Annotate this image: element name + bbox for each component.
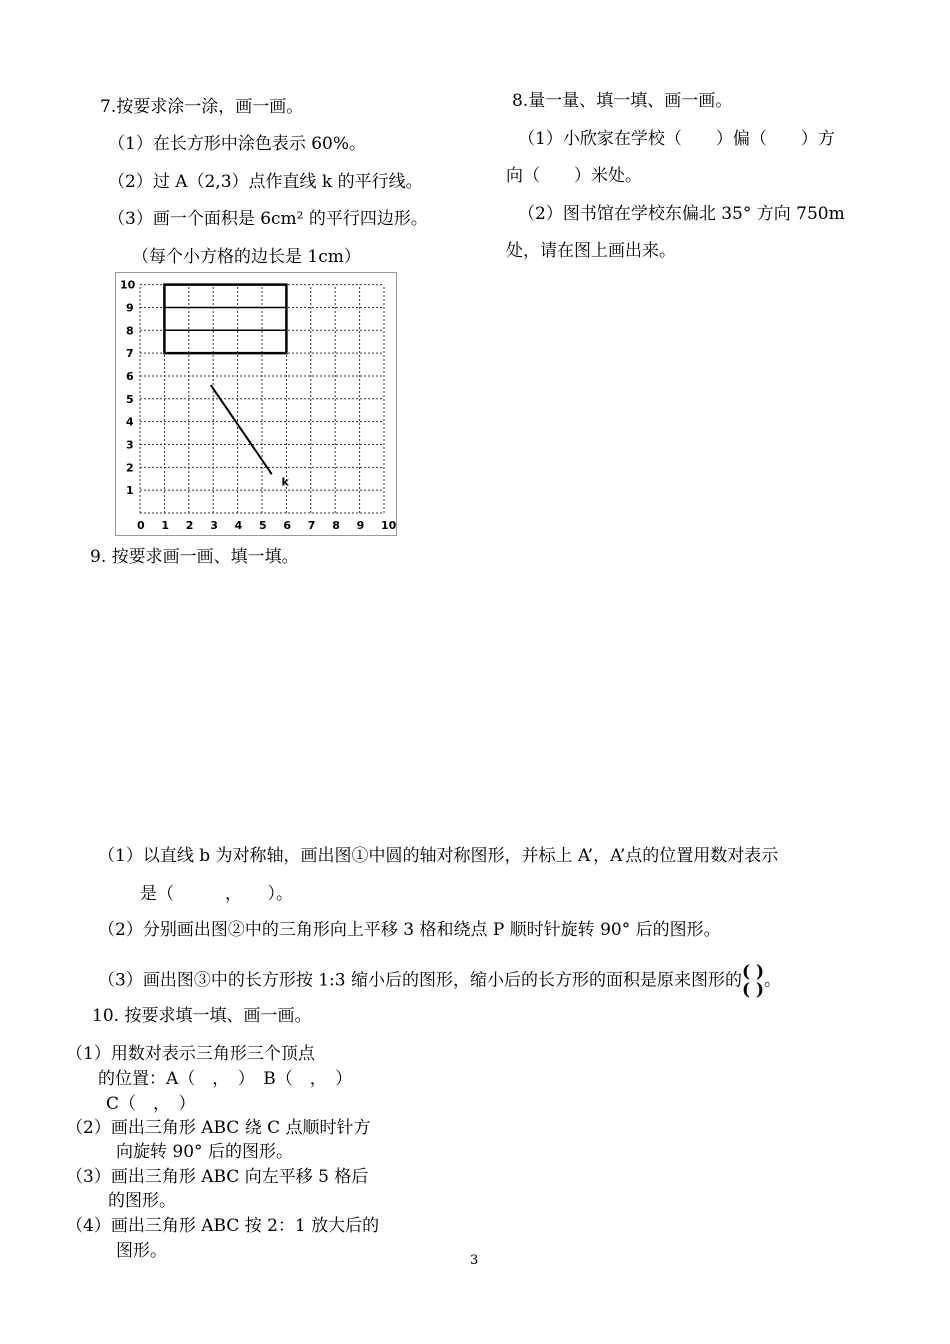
q8-title: 8.量一量、填一填、画一画。	[512, 91, 733, 111]
q7-item-1: （1）在长方形中涂色表示 60%。	[108, 134, 367, 154]
q8-item-1-line-1: （1）小欣家在学校（ ）偏（ ）方	[518, 129, 835, 149]
q9-item-3-end: 。	[764, 970, 781, 991]
q7-item-3: （3）画一个面积是 6cm² 的平行四边形。	[108, 209, 428, 229]
q9-item-3	[98, 963, 781, 999]
q8-item-2-line-1: （2）图书馆在学校东偏北 35° 方向 750m	[518, 204, 845, 224]
q10-item-1-line-2: 的位置：A（ ， ） B（ ， ）	[98, 1069, 353, 1089]
q10-item-1-line-1: （1）用数对表示三角形三个顶点	[66, 1044, 315, 1064]
q10-title: 10. 按要求填一填、画一画。	[92, 1006, 312, 1026]
page-number: 3	[470, 1253, 479, 1268]
x-tick-label: 4	[234, 519, 243, 532]
q9-title: 9. 按要求画一画、填一填。	[90, 547, 299, 567]
y-tick-label: 9	[126, 301, 134, 315]
y-tick-label: 6	[126, 369, 134, 383]
q10-item-3-line-2: 的图形。	[108, 1191, 176, 1211]
q10-item-2-line-2: 向旋转 90° 后的图形。	[116, 1142, 293, 1162]
y-tick-label: 8	[126, 324, 134, 338]
x-tick-label: 9	[356, 519, 365, 532]
q10-item-4-line-2: 图形。	[116, 1241, 167, 1261]
y-tick-label: 4	[126, 415, 134, 429]
x-tick-label: 0	[137, 519, 145, 532]
y-tick-label: 5	[126, 392, 134, 406]
y-tick-label: 3	[126, 438, 134, 452]
q10-item-2-line-1: （2）画出三角形 ABC 绕 C 点顺时针方	[66, 1118, 371, 1138]
q7-title: 7.按要求涂一涂，画一画。	[100, 97, 304, 117]
q7-item-2: （2）过 A（2,3）点作直线 k 的平行线。	[108, 172, 423, 192]
coordinate-grid	[116, 273, 396, 535]
q8-item-2-line-2: 处，请在图上画出来。	[506, 241, 676, 261]
x-tick-label: 8	[332, 519, 340, 532]
q10-item-3-line-1: （3）画出三角形 ABC 向左平移 5 格后	[66, 1167, 369, 1187]
y-tick-label: 1	[126, 484, 134, 498]
q10-item-1-line-3: C（ ， ）	[106, 1094, 196, 1114]
x-tick-label: 7	[307, 519, 316, 532]
fraction-numerator: ( )	[741, 962, 764, 982]
rectangle-shape	[164, 285, 286, 354]
x-tick-label: 1	[161, 519, 170, 532]
q8-item-1-line-2: 向（ ）米处。	[506, 166, 642, 186]
x-tick-label: 5	[259, 519, 267, 532]
q9-item-1-line-2: 是（ ， ）。	[140, 884, 293, 904]
q7-grid-note: （每个小方格的边长是 1cm）	[132, 247, 361, 267]
x-tick-label: 10	[381, 519, 396, 532]
x-tick-label: 6	[283, 519, 292, 532]
q9-item-3-text: （3）画出图③中的长方形按 1:3 缩小后的图形，缩小后的长方形的面积是原来图形的	[98, 970, 742, 991]
q9-item-1-line-1: （1）以直线 b 为对称轴，画出图①中圆的轴对称图形，并标上 A’，A’点的位置用数对表示	[98, 846, 779, 866]
q7-grid-figure	[115, 272, 397, 536]
x-tick-label: 3	[210, 519, 218, 532]
fraction-denominator: ( )	[741, 980, 764, 1000]
x-tick-label: 2	[185, 519, 194, 532]
y-tick-label: 2	[126, 461, 134, 475]
line-k-label: k	[281, 475, 289, 489]
fraction-blank	[742, 963, 764, 999]
y-tick-label: 7	[126, 347, 134, 361]
y-tick-label: 10	[120, 278, 136, 292]
q9-item-2: （2）分别画出图②中的三角形向上平移 3 格和绕点 P 顺时针旋转 90° 后的图形。	[98, 920, 721, 940]
q10-item-4-line-1: （4）画出三角形 ABC 按 2：1 放大后的	[66, 1216, 380, 1236]
